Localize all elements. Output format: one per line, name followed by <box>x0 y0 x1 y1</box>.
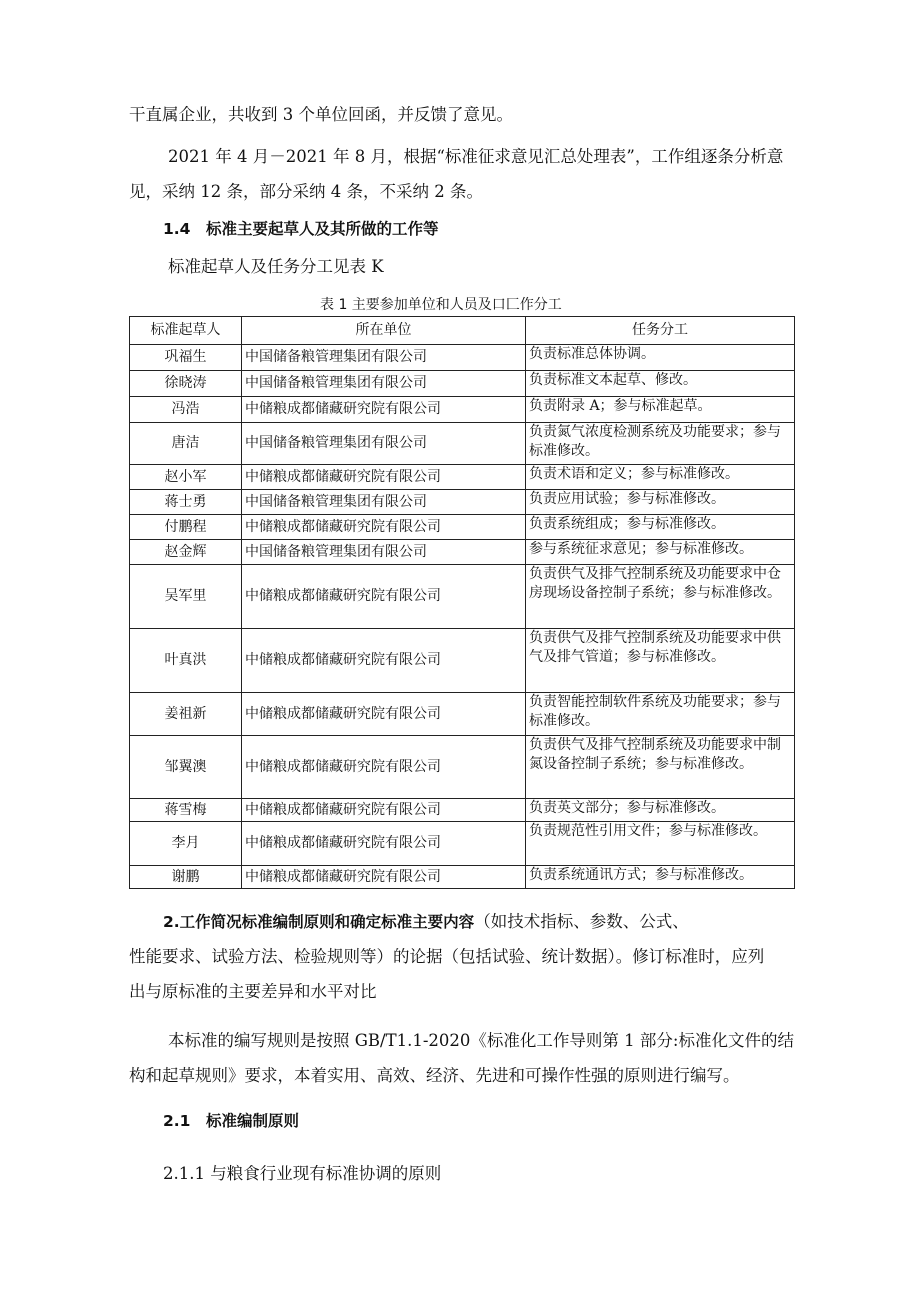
drafter-name: 巩福生 <box>130 345 242 371</box>
drafter-unit: 中储粮成都储藏研究院有限公司 <box>242 866 526 889</box>
drafter-unit: 中储粮成都储藏研究院有限公司 <box>242 465 526 490</box>
drafter-task: 参与系统征求意见；参与标准修改。 <box>526 540 795 565</box>
section-heading-2-bold: 2.工作简况标准编制原则和确定标准主要内容 <box>163 913 475 931</box>
drafter-task: 负责应用试验；参与标准修改。 <box>526 490 795 515</box>
drafter-unit: 中国储备粮管理集团有限公司 <box>242 371 526 397</box>
header-unit: 所在单位 <box>242 317 526 345</box>
table-row <box>130 736 795 799</box>
drafter-name: 徐晓涛 <box>130 371 242 397</box>
table-header-row <box>130 317 795 345</box>
table-row <box>130 565 795 629</box>
section-2-line2: 性能要求、试验方法、检验规则等）的论据（包括试验、统计数据）。修订标准时，应列 <box>129 947 765 966</box>
table-row <box>130 345 795 371</box>
drafter-task: 负责术语和定义；参与标准修改。 <box>526 465 795 490</box>
drafter-task: 负责规范性引用文件；参与标准修改。 <box>526 822 795 866</box>
table-row <box>130 693 795 736</box>
drafter-name: 叶真洪 <box>130 629 242 693</box>
drafter-task: 负责标准文本起草、修改。 <box>526 371 795 397</box>
paragraph-table-intro: 标准起草人及任务分工见表 K <box>168 257 384 276</box>
drafter-task: 负责系统通讯方式；参与标准修改。 <box>526 866 795 889</box>
drafter-name: 邹翼澳 <box>130 736 242 799</box>
drafter-task: 负责英文部分；参与标准修改。 <box>526 799 795 822</box>
drafter-name: 冯浩 <box>130 397 242 423</box>
header-drafter: 标准起草人 <box>130 317 242 345</box>
drafter-unit: 中国储备粮管理集团有限公司 <box>242 423 526 465</box>
drafter-unit: 中储粮成都储藏研究院有限公司 <box>242 515 526 540</box>
drafter-unit: 中储粮成都储藏研究院有限公司 <box>242 799 526 822</box>
table-row <box>130 397 795 423</box>
table-caption: 表 1 主要参加单位和人员及口匚作分工 <box>320 297 562 313</box>
section-heading-2-1-1: 2.1.1 与粮食行业现有标准协调的原则 <box>163 1164 442 1183</box>
section-heading-2-1: 2.1 标准编制原则 <box>163 1112 299 1130</box>
drafter-name: 唐洁 <box>130 423 242 465</box>
table-row <box>130 465 795 490</box>
drafter-task: 负责智能控制软件系统及功能要求；参与标准修改。 <box>526 693 795 736</box>
drafter-unit: 中国储备粮管理集团有限公司 <box>242 540 526 565</box>
section-heading-2-rest: （如技术指标、参数、公式、 <box>474 912 689 931</box>
drafter-unit: 中储粮成都储藏研究院有限公司 <box>242 736 526 799</box>
table-row <box>130 799 795 822</box>
drafter-task: 负责附录 A；参与标准起草。 <box>526 397 795 423</box>
paragraph-timeline-line2: 见，采纳 12 条，部分采纳 4 条，不采纳 2 条。 <box>129 182 483 201</box>
staff-division-table <box>129 316 795 889</box>
drafter-name: 赵小军 <box>130 465 242 490</box>
section-heading-2 <box>163 911 689 933</box>
drafter-unit: 中储粮成都储藏研究院有限公司 <box>242 397 526 423</box>
drafter-unit: 中储粮成都储藏研究院有限公司 <box>242 822 526 866</box>
table-row <box>130 515 795 540</box>
drafter-name: 吴军里 <box>130 565 242 629</box>
table-row <box>130 629 795 693</box>
drafter-unit: 中储粮成都储藏研究院有限公司 <box>242 565 526 629</box>
table-row <box>130 423 795 465</box>
drafter-task: 负责氮气浓度检测系统及功能要求；参与标准修改。 <box>526 423 795 465</box>
drafter-task: 负责供气及排气控制系统及功能要求中仓房现场设备控制子系统；参与标准修改。 <box>526 565 795 629</box>
drafter-unit: 中储粮成都储藏研究院有限公司 <box>242 693 526 736</box>
drafter-name: 付鹏程 <box>130 515 242 540</box>
drafter-name: 蒋雪梅 <box>130 799 242 822</box>
table-row <box>130 371 795 397</box>
header-task: 任务分工 <box>526 317 795 345</box>
paragraph-intro-end: 干直属企业，共收到 3 个单位回函，并反馈了意见。 <box>129 105 513 124</box>
drafter-task: 负责系统组成；参与标准修改。 <box>526 515 795 540</box>
drafter-name: 赵金辉 <box>130 540 242 565</box>
section-heading-1-4: 1.4 标准主要起草人及其所做的工作等 <box>163 220 439 238</box>
drafter-unit: 中国储备粮管理集团有限公司 <box>242 490 526 515</box>
drafter-name: 谢鹏 <box>130 866 242 889</box>
table-row <box>130 490 795 515</box>
table-row <box>130 540 795 565</box>
drafter-name: 姜祖新 <box>130 693 242 736</box>
table-row <box>130 822 795 866</box>
drafter-name: 蒋士勇 <box>130 490 242 515</box>
paragraph-writing-rules-line1: 本标准的编写规则是按照 GB/T1.1-2020《标准化工作导则第 1 部分:标准化文件的结 <box>168 1031 794 1050</box>
drafter-unit: 中储粮成都储藏研究院有限公司 <box>242 629 526 693</box>
drafter-unit: 中国储备粮管理集团有限公司 <box>242 345 526 371</box>
drafter-task: 负责供气及排气控制系统及功能要求中制氮设备控制子系统；参与标准修改。 <box>526 736 795 799</box>
section-2-line3: 出与原标准的主要差异和水平对比 <box>129 982 377 1001</box>
drafter-name: 李月 <box>130 822 242 866</box>
paragraph-writing-rules-line2: 构和起草规则》要求，本着实用、高效、经济、先进和可操作性强的原则进行编写。 <box>129 1066 740 1085</box>
drafter-task: 负责标准总体协调。 <box>526 345 795 371</box>
paragraph-timeline-line1: 2021 年 4 月－2021 年 8 月，根据“标准征求意见汇总处理表”，工作组逐条分析意 <box>168 147 784 166</box>
drafter-task: 负责供气及排气控制系统及功能要求中供气及排气管道；参与标准修改。 <box>526 629 795 693</box>
table-row <box>130 866 795 889</box>
